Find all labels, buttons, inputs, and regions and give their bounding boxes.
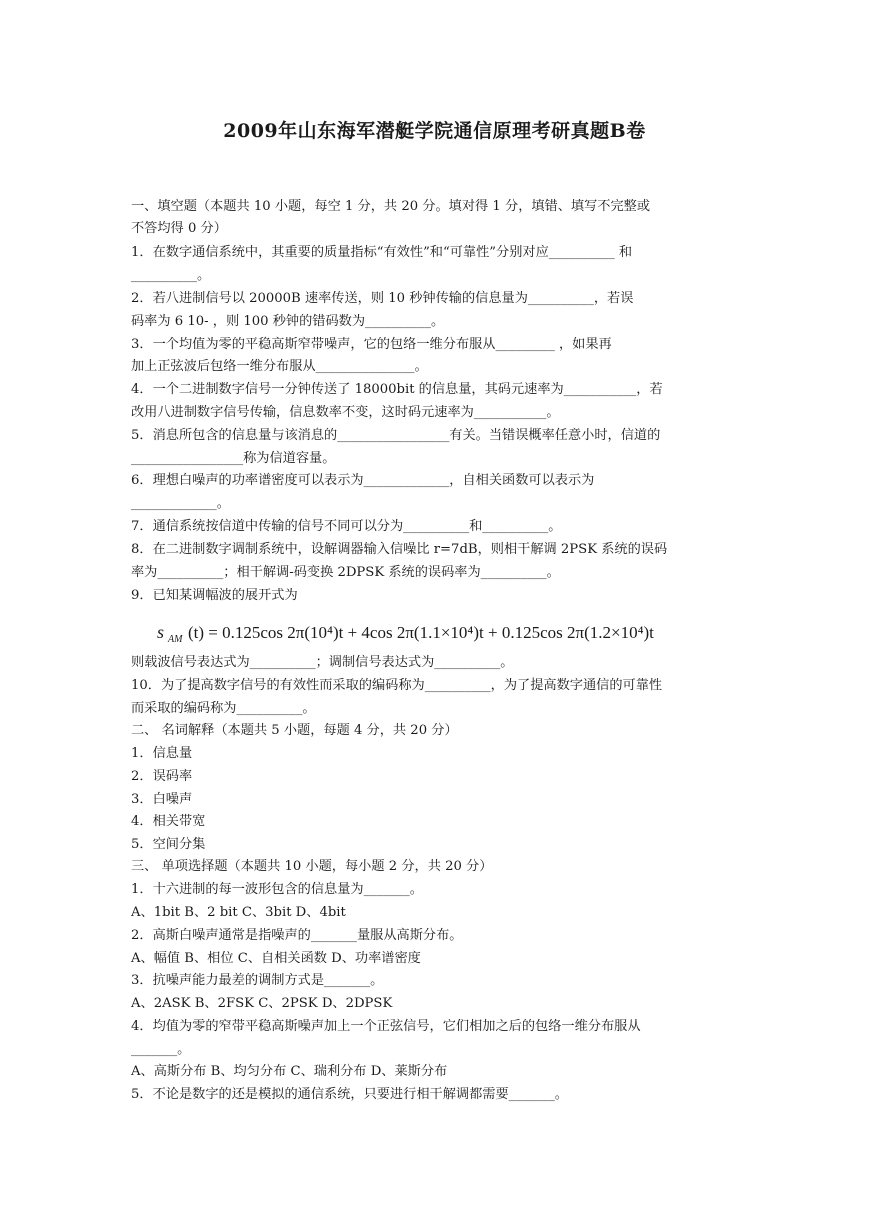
question-line: 率为__________；相干解调-码变换 2DPSK 系统的误码率为__________。: [131, 565, 560, 580]
choice-question: 4．均值为零的窄带平稳高斯噪声加上一个正弦信号，它们相加之后的包络一维分布服从: [131, 1019, 641, 1034]
choice-options: A、1bit B、2 bit C、3bit D、4bit: [131, 905, 346, 920]
section-2-heading: 二、 名词解释（本题共 5 小题，每题 4 分，共 20 分）: [131, 723, 458, 738]
choice-question: 2．高斯白噪声通常是指噪声的_______量服从高斯分布。: [131, 928, 463, 943]
question-line: 8．在二进制数字调制系统中，设解调器输入信噪比 r=7dB，则相干解调 2PSK 系统的误码: [131, 542, 668, 557]
choice-options: A、高斯分布 B、均匀分布 C、瑞利分布 D、莱斯分布: [131, 1064, 448, 1079]
choice-options: A、2ASK B、2FSK C、2PSK D、2DPSK: [131, 996, 393, 1011]
formula-lhs: s: [157, 622, 165, 642]
page-title: 2009年山东海军潜艇学院通信原理考研真题B卷: [223, 120, 646, 142]
formula-lhs-subscript: AM: [168, 634, 183, 645]
term-item: 1．信息量: [131, 746, 193, 761]
term-item: 2．误码率: [131, 769, 193, 784]
term-item: 3．白噪声: [131, 792, 193, 807]
section-1-heading-cont: 不答均得 0 分）: [131, 221, 227, 236]
section-1-heading: 一、填空题（本题共 10 小题，每空 1 分，共 20 分。填对得 1 分，填错、填写不完整或: [131, 199, 651, 214]
section-3-heading: 三、 单项选择题（本题共 10 小题，每小题 2 分，共 20 分）: [131, 859, 493, 874]
question-line: 改用八进制数字信号传输，信息数率不变，这时码元速率为___________。: [131, 405, 560, 420]
question-line: 4．一个二进制数字信号一分钟传送了 18000bit 的信息量，其码元速率为___________，若: [131, 382, 663, 397]
question-line: 6．理想白噪声的功率谱密度可以表示为_____________，自相关函数可以表示为: [131, 473, 595, 488]
choice-options: A、幅值 B、相位 C、自相关函数 D、功率谱密度: [131, 951, 421, 966]
question-line: 9．已知某调幅波的展开式为: [131, 588, 298, 603]
question-line: _________________称为信道容量。: [131, 451, 336, 466]
question-line: 7．通信系统按信道中传输的信号不同可以分为__________和__________。: [131, 519, 562, 534]
question-line: 5．消息所包含的信息量与该消息的_________________有关。当错误概率任意小时，信道的: [131, 428, 661, 443]
question-line: 码率为 6 10- ，则 100 秒钟的错码数为__________。: [131, 314, 445, 329]
question-line: 而采取的编码称为__________。: [131, 701, 316, 716]
question-line: 则载波信号表达式为__________；调制信号表达式为__________。: [131, 655, 514, 670]
question-line: 10．为了提高数字信号的有效性而采取的编码称为__________，为了提高数字通信的可靠性: [131, 678, 663, 693]
choice-question: 5．不论是数字的还是模拟的通信系统，只要进行相干解调都需要_______。: [131, 1087, 568, 1102]
question-line: _____________。: [131, 496, 230, 511]
term-item: 5．空间分集: [131, 837, 206, 852]
question-line: 2．若八进制信号以 20000B 速率传送，则 10 秒钟传输的信息量为__________，若误: [131, 291, 634, 306]
term-item: 4．相关带宽: [131, 814, 206, 829]
formula-body: (t) = 0.125cos 2π(10⁴)t + 4cos 2π(1.1×10⁴)t + 0.125cos 2π(1.2×10⁴)t: [188, 623, 654, 642]
question-line: 加上正弦波后包络一维分布服从_______________。: [131, 359, 428, 374]
choice-question-cont: _______。: [131, 1042, 191, 1057]
choice-question: 1．十六进制的每一波形包含的信息量为_______。: [131, 882, 423, 897]
choice-question: 3．抗噪声能力最差的调制方式是_______。: [131, 973, 384, 988]
question-line: __________。: [131, 268, 211, 283]
question-line: 3．一个均值为零的平稳高斯窄带噪声，它的包络一维分布服从_________ ，如果再: [131, 337, 612, 352]
am-wave-formula: [155, 617, 675, 647]
question-line: 1．在数字通信系统中，其重要的质量指标“有效性”和“可靠性”分别对应__________ 和: [131, 245, 633, 260]
